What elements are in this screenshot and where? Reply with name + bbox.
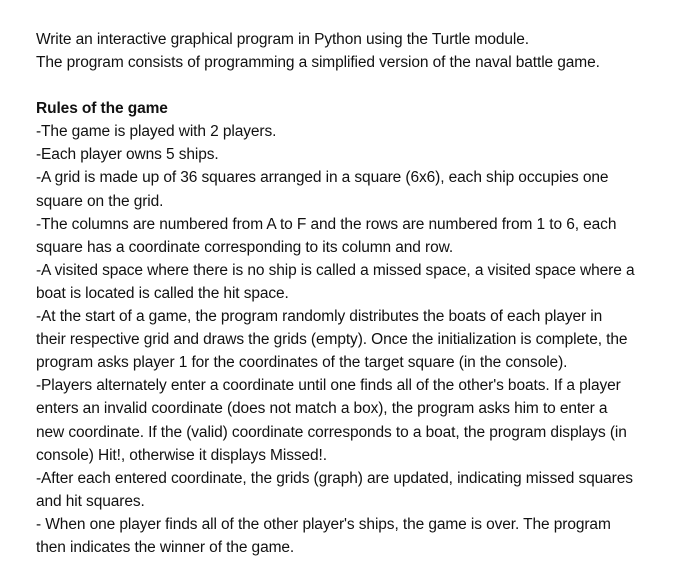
rules-line: console) Hit!, otherwise it displays Missed!. <box>36 446 327 464</box>
rules-line: - When one player finds all of the other player's ships, the game is over. The program <box>36 515 611 533</box>
document-body <box>36 28 686 559</box>
rules-line: -The columns are numbered from A to F and the rows are numbered from 1 to 6, each <box>36 215 617 233</box>
rules-line: -A visited space where there is no ship is called a missed space, a visited space where a <box>36 261 635 279</box>
rules-line: then indicates the winner of the game. <box>36 538 295 556</box>
rules-heading: Rules of the game <box>36 100 168 118</box>
rules-line: -The game is played with 2 players. <box>36 123 277 141</box>
rules-line: -After each entered coordinate, the grids (graph) are updated, indicating missed squares <box>36 469 633 487</box>
rules-line: program asks player 1 for the coordinates of the target square (in the console). <box>36 354 568 372</box>
rules-line: new coordinate. If the (valid) coordinate corresponds to a boat, the program displays (in <box>36 423 627 441</box>
rules-line: square has a coordinate corresponding to its column and row. <box>36 238 454 256</box>
rules-line: square on the grid. <box>36 192 164 210</box>
rules-line: and hit squares. <box>36 492 145 510</box>
intro-line: The program consists of programming a simplified version of the naval battle game. <box>36 54 600 72</box>
rules-line: enters an invalid coordinate (does not match a box), the program asks him to enter a <box>36 400 608 418</box>
rules-line: -Each player owns 5 ships. <box>36 146 219 164</box>
intro-line: Write an interactive graphical program in Python using the Turtle module. <box>36 31 529 48</box>
rules-line: -Players alternately enter a coordinate until one finds all of the other's boats. If a player <box>36 377 621 395</box>
rules-line: -A grid is made up of 36 squares arranged in a square (6x6), each ship occupies one <box>36 169 609 187</box>
rules-line: their respective grid and draws the grids (empty). Once the initialization is complete, the <box>36 331 628 349</box>
paragraph-spacer <box>36 74 686 97</box>
rules-line: -At the start of a game, the program randomly distributes the boats of each player in <box>36 308 603 326</box>
rules-line: boat is located is called the hit space. <box>36 284 289 302</box>
